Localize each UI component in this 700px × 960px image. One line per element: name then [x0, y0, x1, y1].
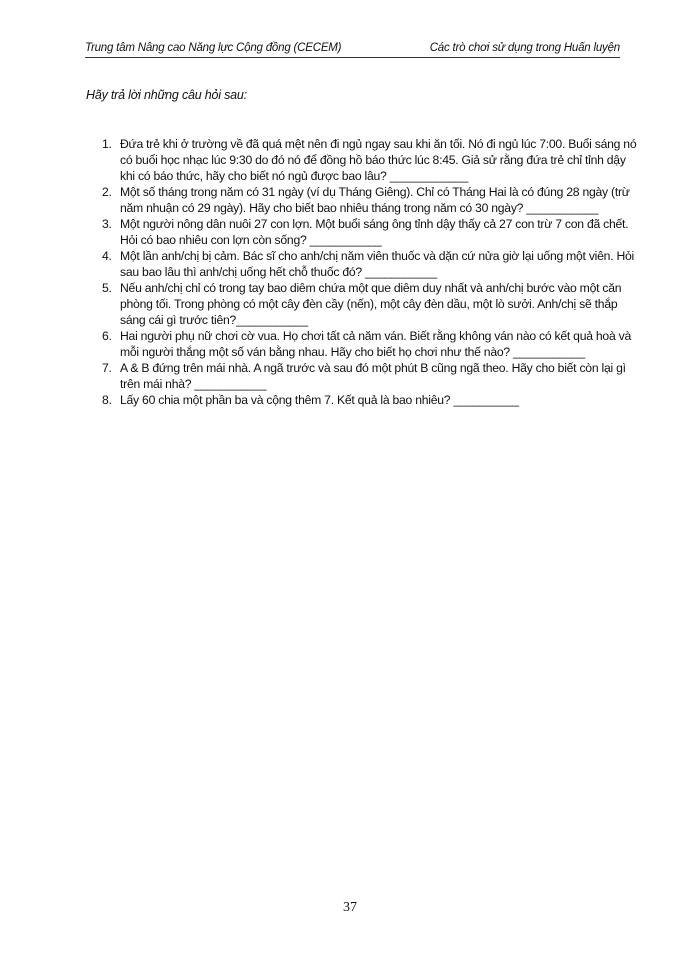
question-item: [0, 136, 636, 184]
question-item: [0, 184, 636, 216]
question-item: [0, 216, 636, 248]
question-item: [0, 360, 636, 392]
page-number: 37: [343, 900, 357, 915]
question-text-line: Đứa trẻ khi ở trường về đã quá mệt nên đi ngủ ngay sau khi ăn tối. Nó đi ngủ lúc 7:00. Buổi sáng nó: [120, 137, 637, 151]
question-number: 6.: [102, 329, 112, 343]
question-text-line: sau bao lâu thì anh/chị uống hết chỗ thuốc đó? ___________: [120, 265, 437, 279]
question-text-line: Hỏi có bao nhiêu con lợn còn sống? ___________: [120, 233, 382, 247]
question-item: [0, 248, 636, 280]
question-text-line: khi có báo thức, hãy cho biết nó ngủ được bao lâu? ____________: [120, 169, 469, 183]
question-item: [0, 328, 636, 360]
instructions: Hãy trả lời những câu hỏi sau:: [86, 88, 247, 102]
question-text-line: Một người nông dân nuôi 27 con lợn. Một buổi sáng ông tỉnh dậy thấy cả 27 con trừ 7 con đã chết.: [120, 217, 629, 231]
question-number: 1.: [102, 137, 112, 151]
question-text-line: A & B đứng trên mái nhà. A ngã trước và sau đó một phút B cũng ngã theo. Hãy cho biết còn lại gì: [120, 361, 626, 375]
question-number: 3.: [102, 217, 112, 231]
question-number: 2.: [102, 185, 112, 199]
question-number: 7.: [102, 361, 112, 375]
question-text-line: Hai người phụ nữ chơi cờ vua. Họ chơi tất cả năm ván. Biết rằng không ván nào có kết quả hoà và: [120, 329, 631, 343]
question-text-line: trên mái nhà? ___________: [120, 377, 267, 391]
header-left: Trung tâm Nâng cao Năng lực Cộng đồng (CECEM): [85, 42, 342, 54]
question-text-line: Một số tháng trong năm có 31 ngày (ví dụ Tháng Giêng). Chỉ có Tháng Hai là có đúng 28 ngày (trừ: [120, 185, 630, 199]
question-text-line: Một lần anh/chị bị cảm. Bác sĩ cho anh/chị năm viên thuốc và dặn cứ nửa giờ lại uống một viên. Hỏi: [120, 249, 634, 263]
page-header: [85, 40, 620, 58]
question-text-line: Lấy 60 chia một phần ba và cộng thêm 7. Kết quả là bao nhiêu? __________: [120, 393, 519, 407]
question-text-line: năm nhuận có 29 ngày). Hãy cho biết bao nhiêu tháng trong năm có 30 ngày? ___________: [120, 201, 599, 215]
question-item: [0, 392, 636, 408]
question-number: 8.: [102, 393, 112, 407]
question-list: [0, 136, 636, 408]
question-text-line: phòng tối. Trong phòng có một cây đèn cầy (nến), một cây đèn dầu, một lò sưởi. Anh/chị sẽ thắp: [120, 297, 618, 311]
question-number: 4.: [102, 249, 112, 263]
question-text-line: sáng cái gì trước tiên?___________: [120, 313, 308, 327]
question-text-line: có buổi học nhạc lúc 9:30 do đó nó để đồng hồ báo thức lúc 8:45. Giả sử rằng đứa trẻ chỉ tỉnh dậy: [120, 153, 626, 167]
question-number: 5.: [102, 281, 112, 295]
question-text-line: Nếu anh/chị chỉ có trong tay bao diêm chứa một que diêm duy nhất và anh/chị bước vào một căn: [120, 281, 622, 295]
question-item: [0, 280, 636, 328]
header-right: Các trò chơi sử dụng trong Huấn luyện: [429, 42, 620, 54]
question-text-line: mỗi người thắng một số ván bằng nhau. Hãy cho biết họ chơi như thế nào? ___________: [120, 345, 585, 359]
